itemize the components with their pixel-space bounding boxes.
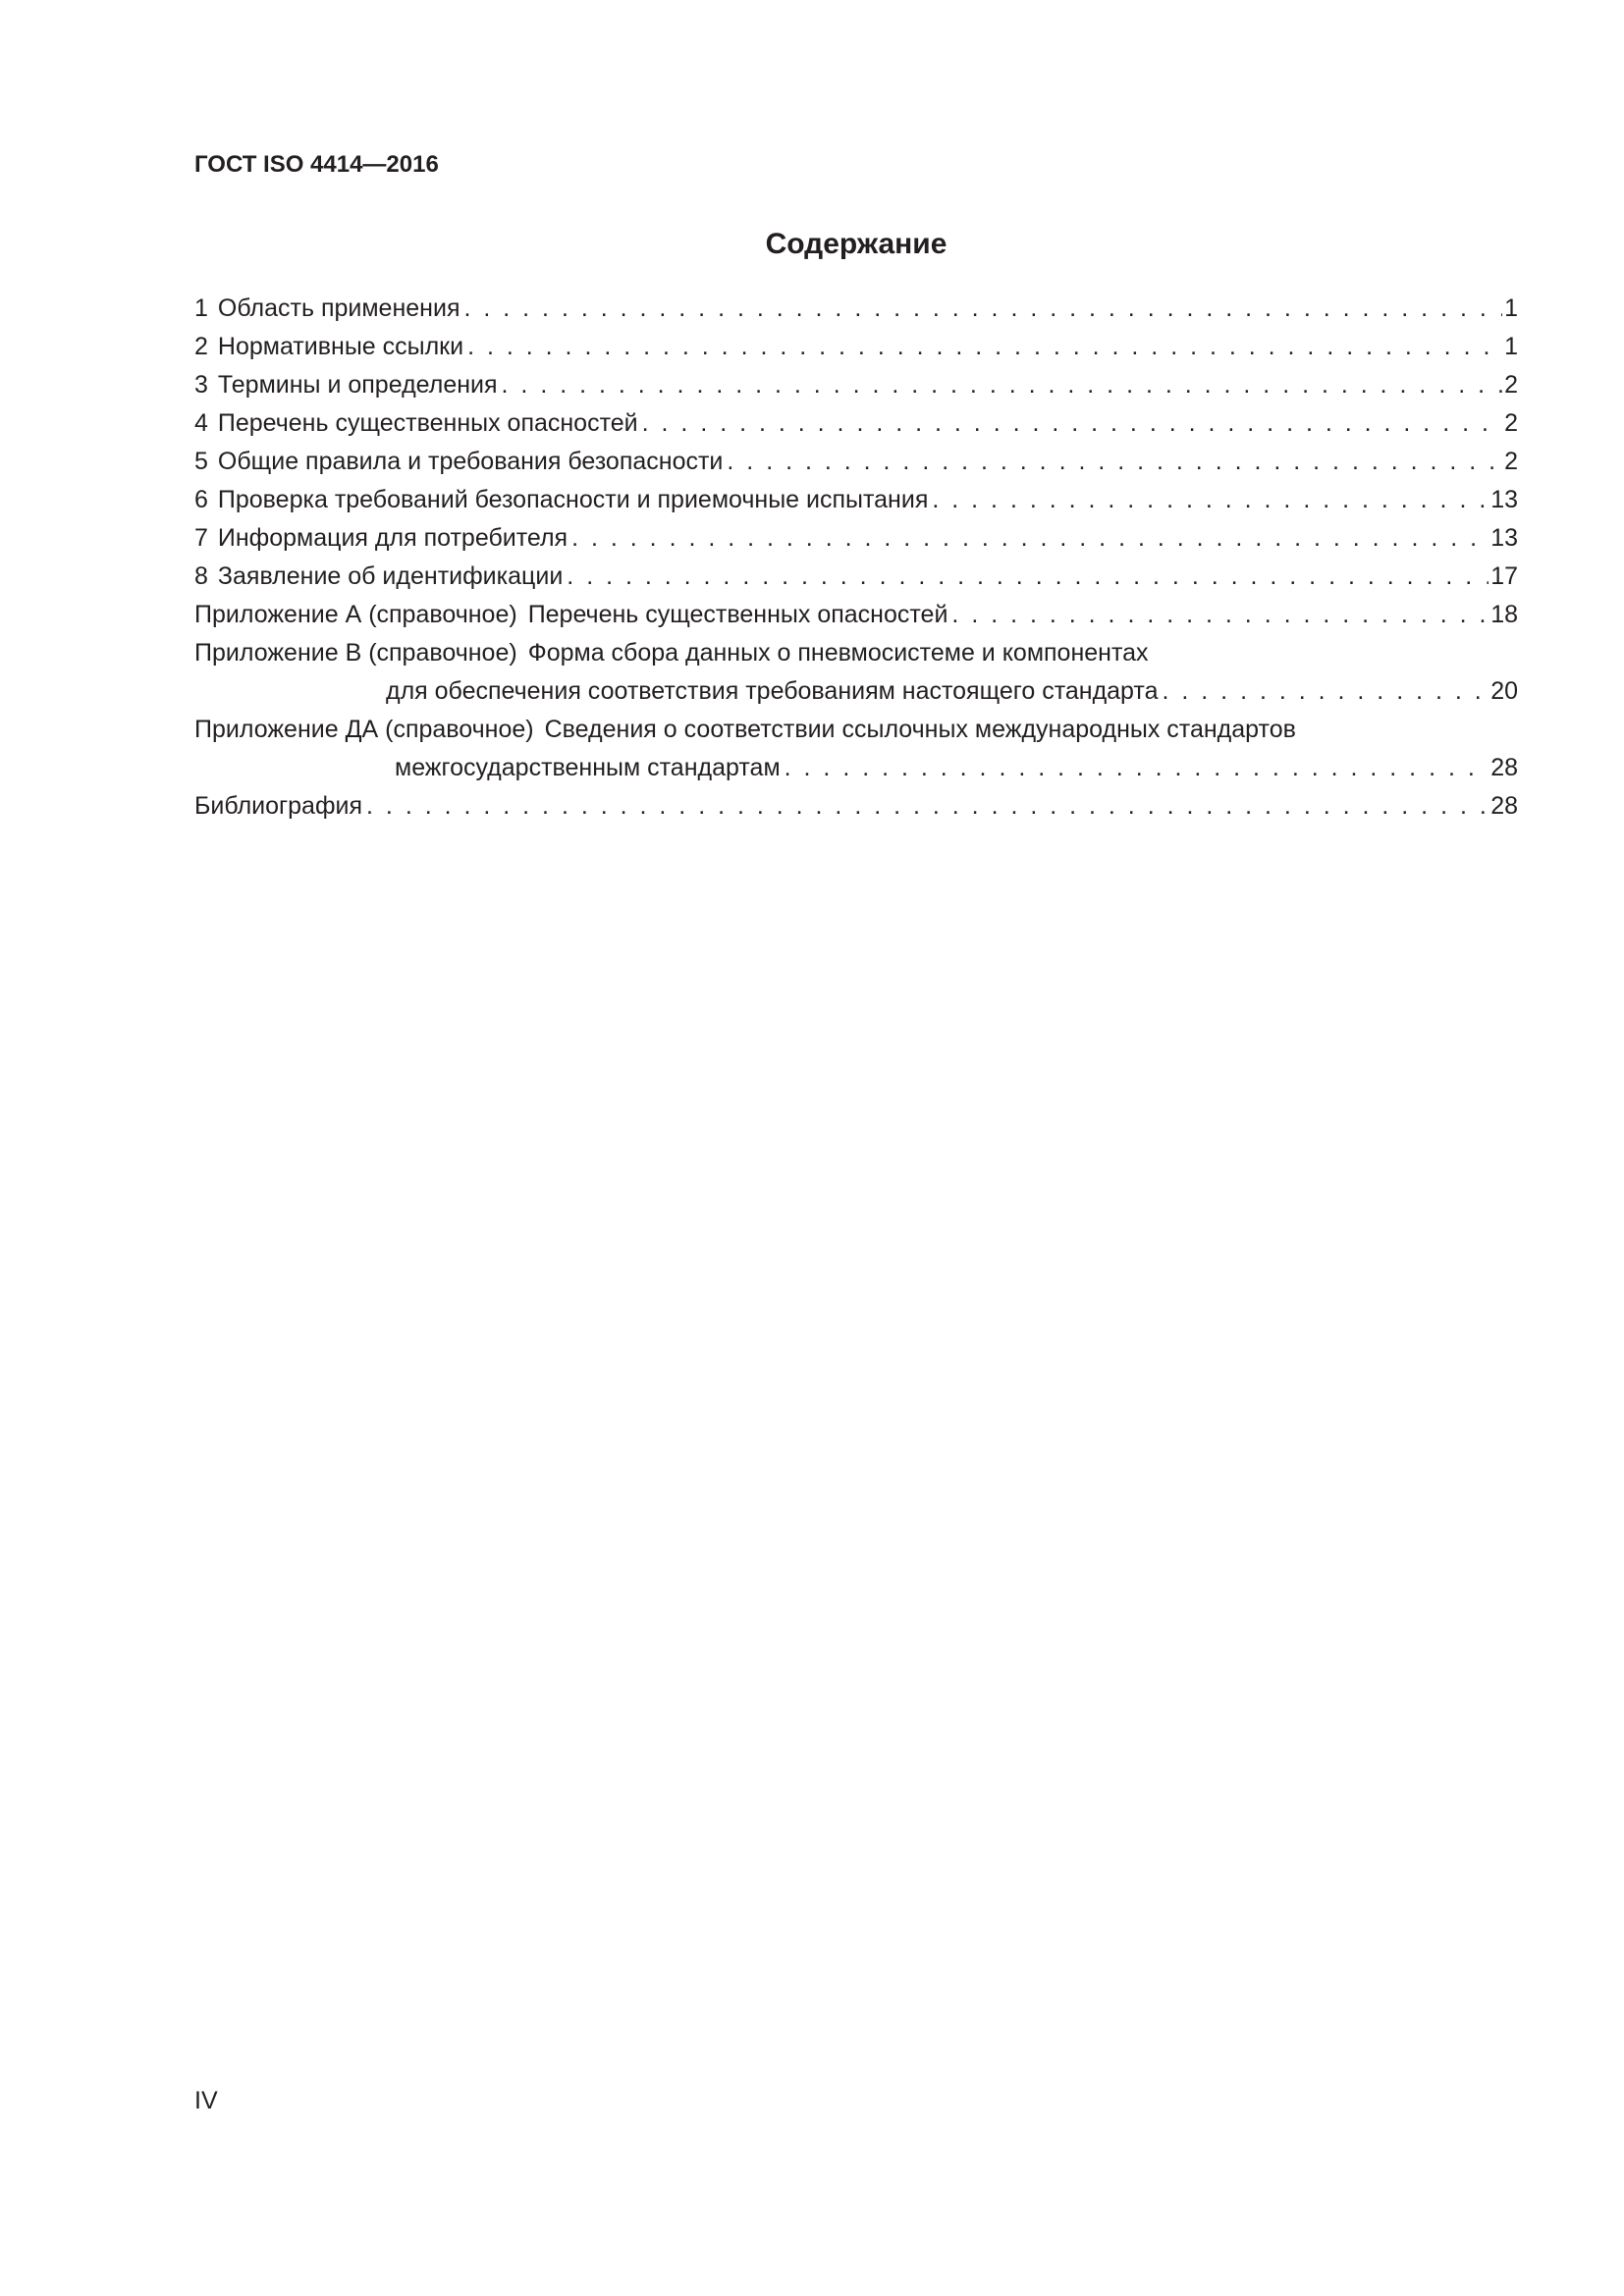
toc-item-label: Информация для потребителя: [217, 524, 568, 552]
toc-item-1[interactable]: [194, 292, 1518, 330]
toc-appendix-prefix: Приложение ДА (справочное): [194, 716, 534, 743]
toc-item-page: 28: [1490, 792, 1518, 820]
toc-item-page: 17: [1490, 562, 1518, 590]
table-of-contents: [194, 292, 1518, 828]
toc-item-7[interactable]: [194, 521, 1518, 560]
toc-item-label: Сведения о соответствии ссылочных международных стандартов: [544, 716, 1296, 743]
toc-item-number: 6: [194, 486, 208, 513]
dot-leader: [567, 560, 1489, 593]
toc-item-page: 20: [1490, 677, 1518, 705]
toc-item-label: Общие правила и требования безопасности: [217, 448, 724, 475]
dot-leader: [1163, 674, 1489, 708]
toc-item-page: 13: [1490, 486, 1518, 513]
toc-item-5[interactable]: [194, 445, 1518, 483]
toc-item-label: Форма сбора данных о пневмосистеме и компонентах: [527, 639, 1149, 667]
toc-item-number: 4: [194, 409, 208, 437]
toc-appendix-prefix: Приложение В (справочное): [194, 639, 517, 667]
toc-item-page: 2: [1504, 448, 1518, 475]
toc-item-label-continued: для обеспечения соответствия требованиям настоящего стандарта: [386, 677, 1159, 705]
toc-item-label: Заявление об идентификации: [217, 562, 564, 590]
document-code: ГОСТ ISO 4414—2016: [194, 151, 439, 178]
toc-appendix-b-line1[interactable]: [194, 636, 1518, 674]
toc-item-number: 3: [194, 371, 208, 399]
dot-leader: [366, 789, 1489, 823]
toc-item-page: 2: [1504, 371, 1518, 399]
dot-leader: [571, 521, 1489, 555]
toc-item-6[interactable]: [194, 483, 1518, 521]
toc-item-number: 5: [194, 448, 208, 475]
toc-item-number: 2: [194, 333, 208, 360]
toc-item-4[interactable]: [194, 406, 1518, 445]
toc-item-page: 2: [1504, 409, 1518, 437]
toc-item-page: 1: [1504, 294, 1518, 322]
toc-item-page: 18: [1490, 601, 1518, 628]
toc-item-label: Область применения: [217, 294, 460, 322]
toc-item-page: 1: [1504, 333, 1518, 360]
dot-leader: [785, 751, 1489, 784]
dot-leader: [727, 445, 1502, 478]
toc-item-label-continued: межгосударственным стандартам: [395, 754, 781, 781]
dot-leader: [467, 330, 1502, 363]
toc-item-number: 7: [194, 524, 208, 552]
toc-item-label: Перечень существенных опасностей: [217, 409, 638, 437]
toc-title: Содержание: [765, 228, 947, 260]
dot-leader: [642, 406, 1502, 440]
toc-item-label: Термины и определения: [217, 371, 498, 399]
dot-leader: [932, 483, 1489, 516]
toc-item-label: Проверка требований безопасности и приемочные испытания: [217, 486, 929, 513]
toc-appendix-da-line2[interactable]: [194, 751, 1518, 789]
toc-item-label: Перечень существенных опасностей: [527, 601, 948, 628]
toc-appendix-da-line1[interactable]: [194, 713, 1518, 751]
toc-item-page: 13: [1490, 524, 1518, 552]
toc-appendix-b-line2[interactable]: [194, 674, 1518, 713]
toc-item-8[interactable]: [194, 560, 1518, 598]
toc-item-number: 8: [194, 562, 208, 590]
toc-bibliography[interactable]: [194, 789, 1518, 828]
toc-appendix-a[interactable]: [194, 598, 1518, 636]
toc-item-label: Библиография: [194, 792, 363, 820]
toc-appendix-prefix: Приложение А (справочное): [194, 601, 517, 628]
page-number: IV: [194, 2087, 218, 2114]
toc-item-3[interactable]: [194, 368, 1518, 406]
toc-item-2[interactable]: [194, 330, 1518, 368]
dot-leader: [951, 598, 1489, 631]
toc-item-label: Нормативные ссылки: [217, 333, 464, 360]
toc-item-number: 1: [194, 294, 208, 322]
dot-leader: [502, 368, 1503, 401]
toc-item-page: 28: [1490, 754, 1518, 781]
dot-leader: [463, 292, 1502, 325]
